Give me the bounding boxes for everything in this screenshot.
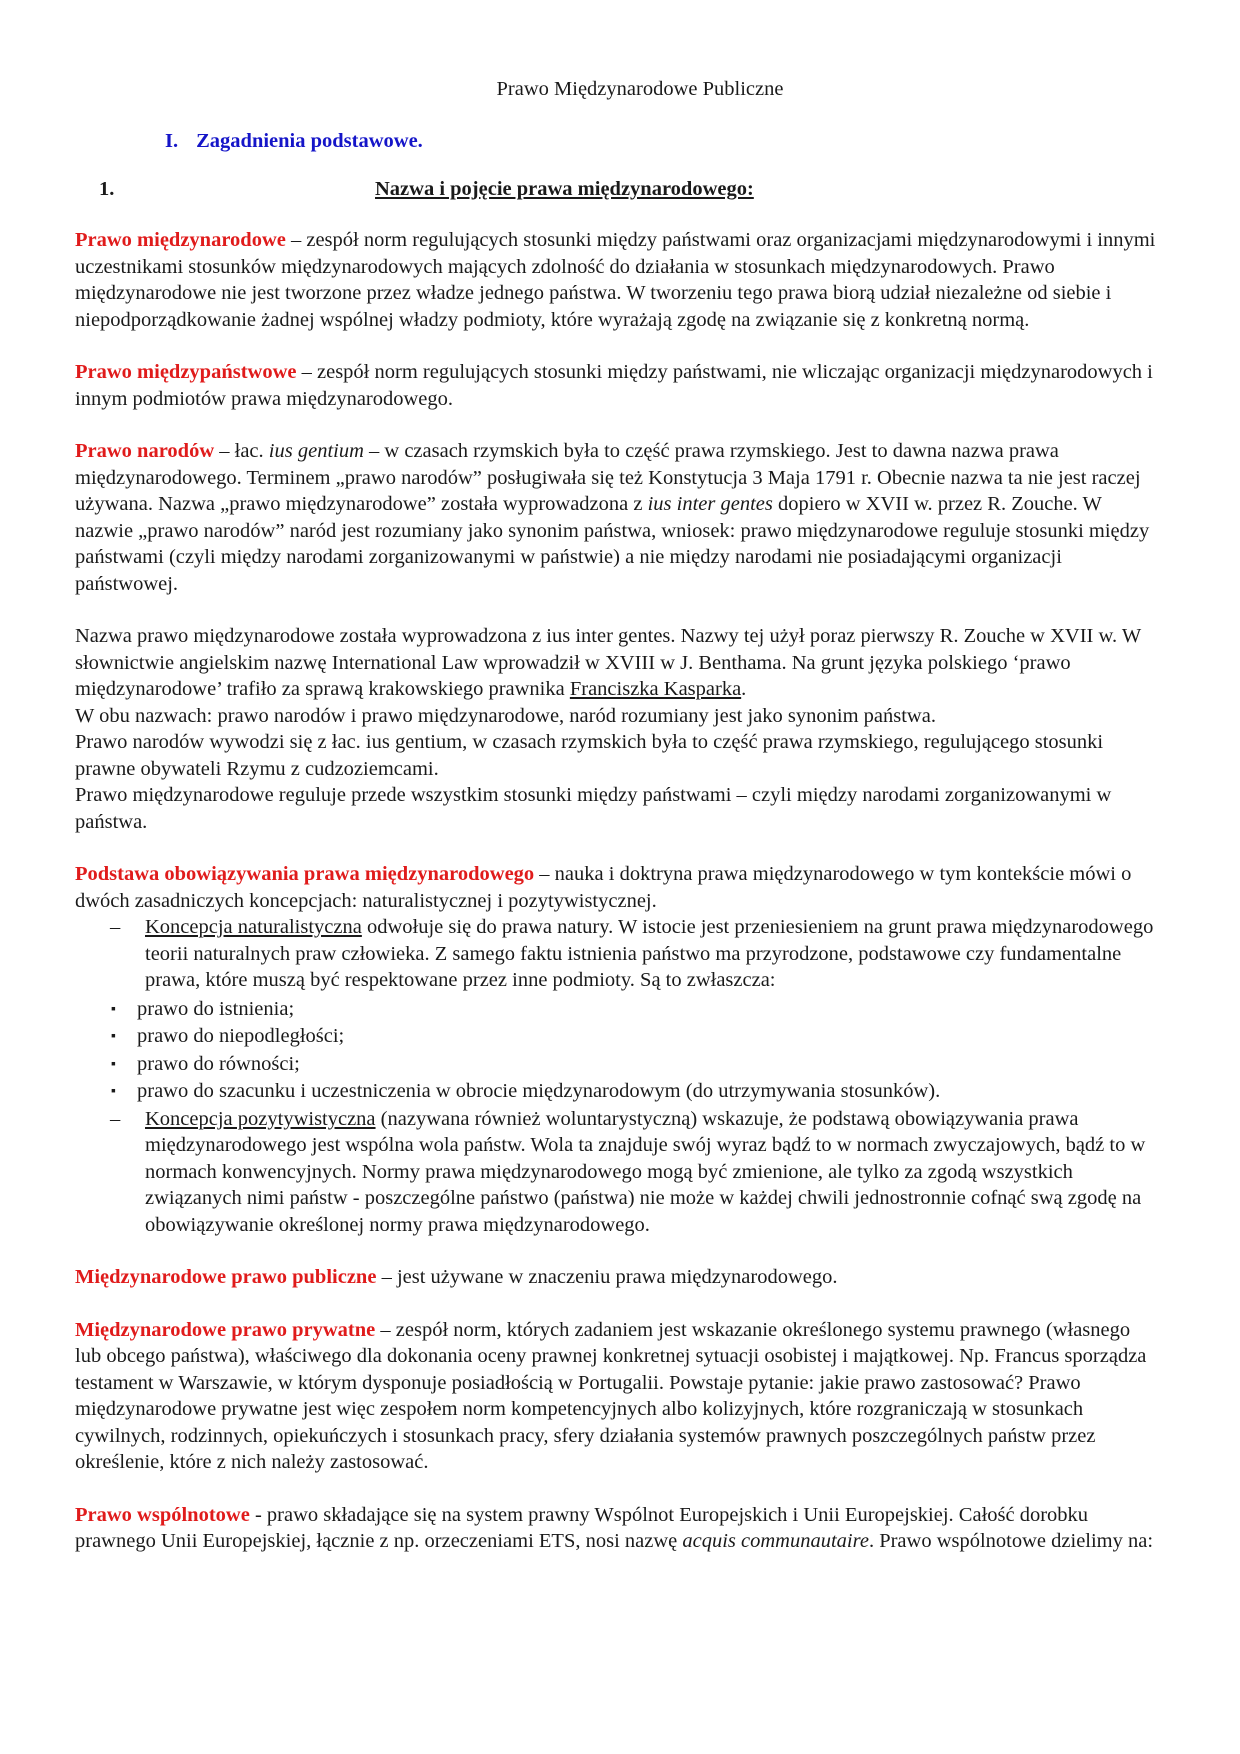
paragraph-prawo-narodow: [75, 438, 1160, 597]
paragraph-line: W obu nazwach: prawo narodów i prawo międzynarodowe, naród rozumiany jest jako synonim państwa.: [75, 704, 936, 727]
paragraph-line: Prawo międzynarodowe reguluje przede wszystkim stosunki między państwami – czyli między narodami zorganizowanymi w państwa.: [75, 784, 1112, 833]
link-franciszka-kasparka[interactable]: Franciszka Kasparka: [569, 678, 742, 700]
term-prawo-miedzypanstwowe: Prawo międzypaństwowe: [75, 361, 297, 383]
body-text: .: [741, 678, 747, 700]
list-item-koncepcja-pozytywistyczna: [75, 1106, 1160, 1239]
term-podstawa-obowiazywania: Podstawa obowiązywania prawa międzynarodowego: [75, 863, 535, 885]
list-item: [75, 1023, 1160, 1051]
list-item: [75, 1078, 1160, 1106]
subsection-heading: [75, 176, 1160, 204]
section-heading: [165, 128, 1160, 156]
body-text: Nazwa prawo międzynarodowe została wyprowadzona z ius inter gentes. Nazwy tej użył poraz pierwszy R. Zouche w XVII w. W słownictwie angielskim nazwę International Law wprowadził w XVIII w J. Benthama. Na grunt języka polskiego ‘prawo międzynarodowe’ trafiło za sprawą krakowskiego prawnika: [75, 625, 1141, 700]
list-item-text: prawo do równości;: [137, 1052, 300, 1075]
paragraph-miedzynarodowe-prawo-publiczne: [75, 1264, 1160, 1291]
paragraph-prawo-wspolnotowe: [75, 1502, 1160, 1555]
section-number: I.: [165, 130, 179, 152]
bullet-marker: ▪: [111, 1029, 116, 1044]
label-koncepcja-naturalistyczna: Koncepcja naturalistyczna: [145, 916, 362, 938]
definition-text: – łac.: [214, 440, 269, 462]
dash-marker: –: [110, 916, 121, 938]
paragraph-miedzynarodowe-prawo-prywatne: [75, 1317, 1160, 1476]
bullet-marker: ▪: [111, 1056, 116, 1072]
definition-text: dopiero w XVII w. przez R. Zouche. W nazwie „prawo narodów” naród jest rozumiany jako synonim państwa, wniosek: prawo międzynarodowe reguluje stosunki między państwami (czyli między narodami zorganizowanymi w państwie) a nie między narodami nie posiadającymi organizacji państwowej.: [75, 493, 1150, 595]
paragraph-line: Prawo narodów wywodzi się z łac. ius gentium, w czasach rzymskich była to część prawa rzymskiego, regulującego stosunki prawne obywateli Rzymu z cudzoziemcami.: [75, 731, 1104, 780]
definition-text: – zespół norm, których zadaniem jest wskazanie określonego systemu prawnego (własnego lub obcego państwa), właściwego dla dokonania oceny prawnej konkretnej sytuacji osobistej i majątkowej. Np. Francus sporządza testament w Warszawie, w którym dysponuje posiadłością w Portugalii. Powstaje pytanie: jakie prawo zastosować? Prawo międzynarodowe prywatne jest więc zespołem norm kompetencyjnych albo kolizyjnych, które rozgraniczają w stosunkach cywilnych, rodzinnych, opiekuńczych i stosunkach pracy, sfery działania systemów prawnych poszczególnych państw przez określenie, które z nich należy zastosować.: [75, 1318, 1147, 1473]
term-prawo-narodow: Prawo narodów: [75, 440, 215, 462]
body-text: odwołuje się do prawa natury. W istocie jest przeniesieniem na grunt prawa międzynarodowego teorii naturalnych praw człowieka. Z samego faktu istnienia państwo ma przyrodzone, podstawowe czy fundamentalne prawa, które muszą być respektowane przez inne podmioty. Są to zwłaszcza:: [145, 916, 1154, 991]
definition-text: . Prawo wspólnotowe dzielimy na:: [868, 1530, 1154, 1552]
bullet-marker: ▪: [111, 1084, 116, 1099]
latin-phrase: ius inter gentes: [647, 493, 773, 515]
term-prawo-miedzynarodowe: Prawo międzynarodowe: [75, 229, 286, 251]
section-label: Zagadnienia podstawowe.: [196, 130, 423, 152]
bullet-marker: ▪: [111, 1001, 116, 1017]
definition-text: – jest używane w znaczeniu prawa międzynarodowego.: [376, 1266, 838, 1288]
list-item-text: prawo do istnienia;: [137, 997, 295, 1020]
latin-phrase: acquis communautaire: [682, 1530, 869, 1552]
paragraph-prawo-miedzynarodowe: [75, 227, 1160, 333]
definition-text: – zespół norm regulujących stosunki między państwami, nie wliczając organizacji międzynarodowych i innym podmiotów prawa międzynarodowego.: [75, 361, 1153, 410]
term-miedzynarodowe-prawo-publiczne: Międzynarodowe prawo publiczne: [75, 1266, 377, 1288]
rights-list: [75, 996, 1160, 1106]
list-item-text: prawo do niepodległości;: [137, 1025, 345, 1047]
definition-text: – w czasach rzymskich była to część prawa rzymskiego. Jest to dawna nazwa prawa międzynarodowego. Terminem „prawo narodów” posługiwała się też Konstytucja 3 Maja 1791 r. Obecnie nazwa ta nie jest raczej używana. Nazwa „prawo międzynarodowe” została wyprowadzona z: [75, 440, 1141, 515]
list-item: [75, 996, 1160, 1024]
list-item-body: [113, 914, 1160, 994]
list-item-text: prawo do szacunku i uczestniczenia w obrocie międzynarodowym (do utrzymywania stosunków).: [137, 1080, 941, 1102]
list-item: [75, 1051, 1160, 1079]
subsection-label: Nazwa i pojęcie prawa międzynarodowego:: [375, 178, 754, 200]
dash-marker: –: [110, 1107, 121, 1130]
paragraph-podstawa-obowiazywania: [75, 861, 1160, 914]
list-item-body: [113, 1106, 1160, 1239]
label-koncepcja-pozytywistyczna: Koncepcja pozytywistyczna: [145, 1107, 376, 1130]
term-miedzynarodowe-prawo-prywatne: Międzynarodowe prawo prywatne: [75, 1318, 376, 1341]
latin-phrase: ius gentium: [268, 440, 364, 462]
list-item-koncepcja-naturalistyczna: [75, 914, 1160, 994]
term-prawo-wspolnotowe: Prawo wspólnotowe: [75, 1503, 250, 1526]
definition-text: – nauka i doktryna prawa międzynarodowego w tym kontekście mówi o dwóch zasadniczych koncepcjach: naturalistycznej i pozytywistycznej.: [75, 863, 1132, 912]
subsection-number: 1.: [99, 178, 115, 200]
definition-text: - prawo składające się na system prawny Wspólnot Europejskich i Unii Europejskiej. Całość dorobku prawnego Unii Europejskiej, łącznie z np. orzeczeniami ETS, nosi nazwę: [75, 1503, 1089, 1552]
body-text: (nazywana również woluntarystyczną) wskazuje, że podstawą obowiązywania prawa międzynarodowego jest wspólna wola państw. Wola ta znajduje swój wyraz bądź to w normach zwyczajowych, bądź to w normach konwencyjnych. Normy prawa międzynarodowego mogą być zmienione, ale tylko za zgodą wszystkich związanych nimi państw - poszczególne państwo (państwa) nie może w każdej chwili jednostronnie cofnąć swą zgodę na obowiązywanie określonej normy prawa międzynarodowego.: [145, 1107, 1146, 1236]
definition-text: – zespół norm regulujących stosunki między państwami oraz organizacjami międzynarodowymi i innymi uczestnikami stosunków międzynarodowych mających zdolność do działania w stosunkach międzynarodowych. Prawo międzynarodowe nie jest tworzone przez władze jednego państwa. W tworzeniu tego prawa biorą udział niezależne od siebie i niepodporządkowanie żadnej wspólnej władzy podmioty, które wyrażają zgodę na związanie się z konkretną normą.: [75, 229, 1156, 331]
document-title: Prawo Międzynarodowe Publiczne: [496, 78, 784, 100]
paragraph-nazwa: [75, 623, 1160, 703]
paragraph-prawo-miedzypanstwowe: [75, 359, 1160, 412]
